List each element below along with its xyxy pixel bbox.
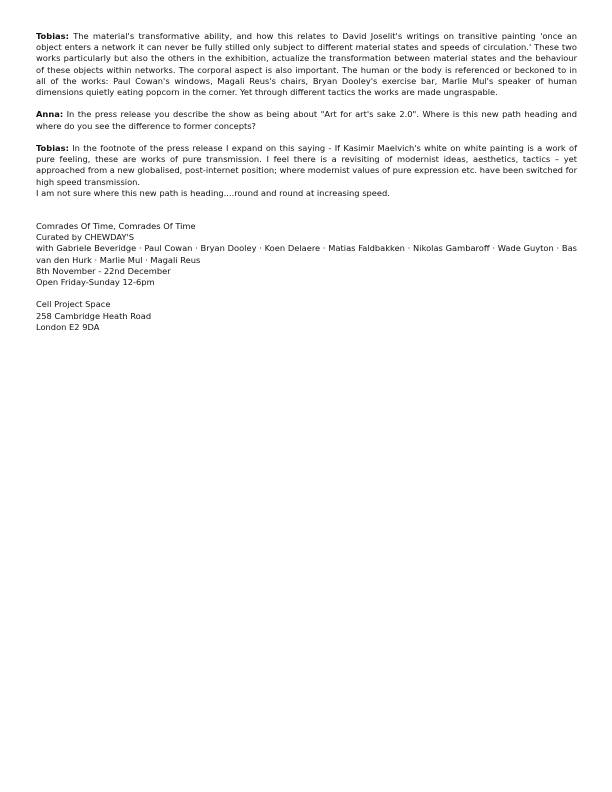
speaker-name: Anna: xyxy=(36,109,64,120)
exhibition-hours: Open Friday-Sunday 12-6pm xyxy=(36,277,155,288)
exhibition-title: Comrades Of Time, Comrades Of Time xyxy=(36,221,196,232)
exhibition-dates: 8th November - 22nd December xyxy=(36,265,171,276)
exhibition-artists: with Gabriele Beveridge · Paul Cowan · Bryan Dooley · Koen Delaere · Matias Faldbakken · Nikolas Gambaroff · Wade Guyton · Bas van den Hurk · Marlie Mul · Magali Reus xyxy=(36,243,577,265)
dialogue-entry-tobias-1 xyxy=(36,31,577,98)
dialogue-line-continued: I am not sure where this new path is heading....round and round at increasing speed. xyxy=(36,187,390,198)
speaker-name: Tobias: xyxy=(36,143,69,153)
dialogue-line: In the press release you describe the show as being about "Art for art's sake 2.0". Where is this new path heading and where do you see the difference to former concepts? xyxy=(36,109,577,131)
venue-street: 258 Cambridge Heath Road xyxy=(36,310,152,321)
venue-city: London E2 9DA xyxy=(36,321,100,332)
dialogue-text xyxy=(36,109,577,131)
dialogue-text xyxy=(36,143,577,188)
dialogue-line: The material's transformative ability, and how this relates to David Joselit's writings on transitive painting 'once an object enters a network it can never be fully stilled only subject to different material states and speeds of circulation.' These two works particularly but also the others in the exhibition, actualize the transformation between material states and the behaviour of these objects within networks. The corporal aspect is also important. The human or the body is referenced or beckoned to in all of the works: Paul Cowan's windows, Magali Reus's chairs, Bryan Dooley's exercise bar, Marlie Mul's speaker of human dimensions quietly eating popcorn in the corner. Yet through different tactics the works are made ungraspable. xyxy=(36,31,577,98)
document-page xyxy=(36,31,577,333)
venue-address xyxy=(36,299,577,333)
venue-name: Cell Project Space xyxy=(36,299,111,310)
dialogue-entry-tobias-2 xyxy=(36,143,577,199)
speaker-name: Tobias: xyxy=(36,31,69,41)
dialogue-text xyxy=(36,31,577,98)
exhibition-curator: Curated by CHEWDAY'S xyxy=(36,232,134,243)
dialogue-line: In the footnote of the press release I expand on this saying - If Kasimir Maelvich's white on white painting is a work of pure feeling, these are works of pure transmission. I feel there is a revisiting of modernist ideas, aesthetics, tactics – yet approached from a new globalised, post-internet position; where modernist values of pure expression etc. have been switched for high speed transmission. xyxy=(36,143,577,187)
exhibition-info xyxy=(36,221,577,288)
dialogue-entry-anna xyxy=(36,109,577,131)
